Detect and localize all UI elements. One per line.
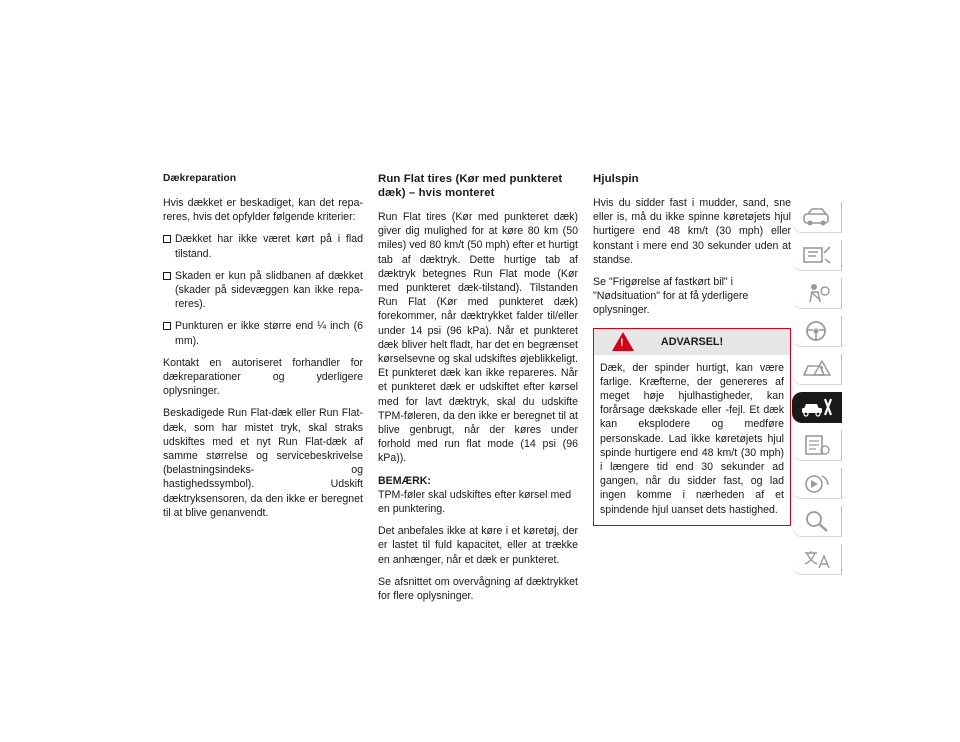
car-dashboard-icon — [800, 205, 834, 229]
column-wheel-spin — [593, 172, 791, 526]
intro-paragraph: Hvis dækket er beskadiget, kan det repareres, hvis det opfylder følgende kriterier: — [163, 197, 363, 224]
language-icon — [800, 547, 834, 571]
chapter-tab-specifications[interactable] — [792, 430, 842, 461]
section-heading-run-flat: Run Flat tires (Kør med punkteret dæk) – hvis monteret — [378, 173, 563, 199]
index-search-icon — [800, 509, 834, 533]
warning-box — [593, 328, 791, 526]
chapter-tab-safety[interactable] — [792, 278, 842, 309]
section-heading-wheel-spin: Hjulspin — [593, 173, 639, 185]
wheel-spin-reference-paragraph: Se "Frigørelse af fastkørt bil" i "Nødsituation" for at få yderligere oplysninger. — [593, 276, 749, 317]
chapter-tab-warning-lights[interactable] — [792, 240, 842, 271]
checkbox-bullet-icon — [163, 272, 171, 280]
steering-wheel-icon — [800, 319, 834, 343]
checkbox-bullet-icon — [163, 235, 171, 243]
dealer-paragraph: Kontakt en autoriseret forhandler for dækreparationer og yderligere oplysninger. — [163, 356, 363, 398]
seatbelt-airbag-icon — [800, 281, 834, 305]
load-paragraph: Det anbefales ikke at køre i et køretøj, der er lastet til fuld kapacitet, eller at trække en anhænger, når et dæk er punkteret. — [378, 525, 578, 566]
chapter-tab-language[interactable] — [792, 544, 842, 575]
column-tire-repair — [163, 172, 363, 528]
note-text: TPM-føler skal udskiftes efter kørsel med en punktering. — [378, 488, 572, 516]
car-service-tools-icon — [800, 395, 834, 419]
list-item: Skaden er kun på slidbanen af dækket (skader på sidevæggen kan ikke repareres). — [163, 269, 363, 312]
warning-title: ADVARSEL! — [660, 335, 724, 348]
note-block — [378, 474, 578, 517]
specifications-icon — [800, 433, 834, 457]
chapter-tab-emergency[interactable] — [792, 354, 842, 385]
column-run-flat — [378, 172, 578, 611]
section-heading-tire-repair: Dækreparation — [163, 173, 237, 184]
wheel-spin-paragraph: Hvis du sidder fast i mudder, sand, sne eller is, må du ikke spinne køretøjets hjul hurtigere end 48 km/t (30 mph) eller konstant i mere end 30 sekunder uden at standse. — [593, 197, 791, 266]
run-flat-damage-paragraph: Beskadigede Run Flat-dæk eller Run Flat-dæk, som har mistet tryk, skal straks udskiftes med et nyt Run Flat-dæk af samme størrelse og servicebeskrivelse (belastningsindeks- og hastighedssymbol). Udskift dæktryksensoren, da den ikke er beregnet til at blive genanvendt. — [163, 407, 363, 519]
chapter-tab-multimedia[interactable] — [792, 468, 842, 499]
list-item: Dækket har ikke været kørt på i flad tilstand. — [163, 232, 363, 260]
checkbox-bullet-icon — [163, 322, 171, 330]
chapter-tab-dashboard[interactable] — [792, 202, 842, 233]
warning-lights-icon — [800, 243, 834, 267]
warning-text: Dæk, der spinder hurtigt, kan være farlige. Kræfterne, der genereres af meget høje hjulhastigheder, kan forårsage dækskade eller -fejl. Et dæk kan eksplodere og medføre personskade. Lad ikke køretøjets hjul spinde hurtigere end 48 km/t (30 mph) i længere tid end 30 sekunder ad gangen, når du sidder fast, og lad ingen komme i nærheden af et spindende hjul uanset dets hastighed. — [600, 361, 784, 516]
list-item: Punkturen er ikke større end ¼ inch (6 mm). — [163, 319, 363, 347]
chapter-tab-servicing[interactable] — [792, 392, 842, 423]
warning-header — [594, 329, 790, 355]
multimedia-icon — [800, 471, 834, 495]
criteria-list — [163, 232, 363, 347]
run-flat-paragraph: Run Flat tires (Kør med punkteret dæk) giver dig mulighed for at køre 80 km (50 miles) ved 80 km/t (50 mph) efter et hurtigt tab af dæktryk. Dette hurtige tab af dæktryk betegnes Run Flat mode (Kør med punkteret dæk-tilstand). Tilstanden Run Flat (Kør med punkteret dæk) forekommer, når dæktrykket falder til/eller under 14 psi (96 kPa). Når et punkteret dæk bliver helt fladt, har det en begrænset kørselsevne og skal udskiftes øjeblikkeligt. Et punkteret dæk kan ikke repareres. Når et punkteret dæk er udskiftet efter kørsel med for lavt dæktryk, skal du udskifte TPM-føleren, da den ikke er beregnet til at blive genbrugt, når der køres under forhold med run flat mode (14 psi (96 kPa)). — [378, 211, 578, 465]
chapter-tab-strip — [792, 202, 842, 582]
reference-paragraph: Se afsnittet om overvågning af dæktrykket for flere oplysninger. — [378, 575, 578, 603]
note-label: BEMÆRK: — [378, 474, 431, 487]
warning-body — [594, 355, 790, 525]
warning-triangle-icon: ! — [612, 332, 634, 351]
car-emergency-icon — [800, 357, 834, 381]
chapter-tab-driving[interactable] — [792, 316, 842, 347]
chapter-tab-index[interactable] — [792, 506, 842, 537]
